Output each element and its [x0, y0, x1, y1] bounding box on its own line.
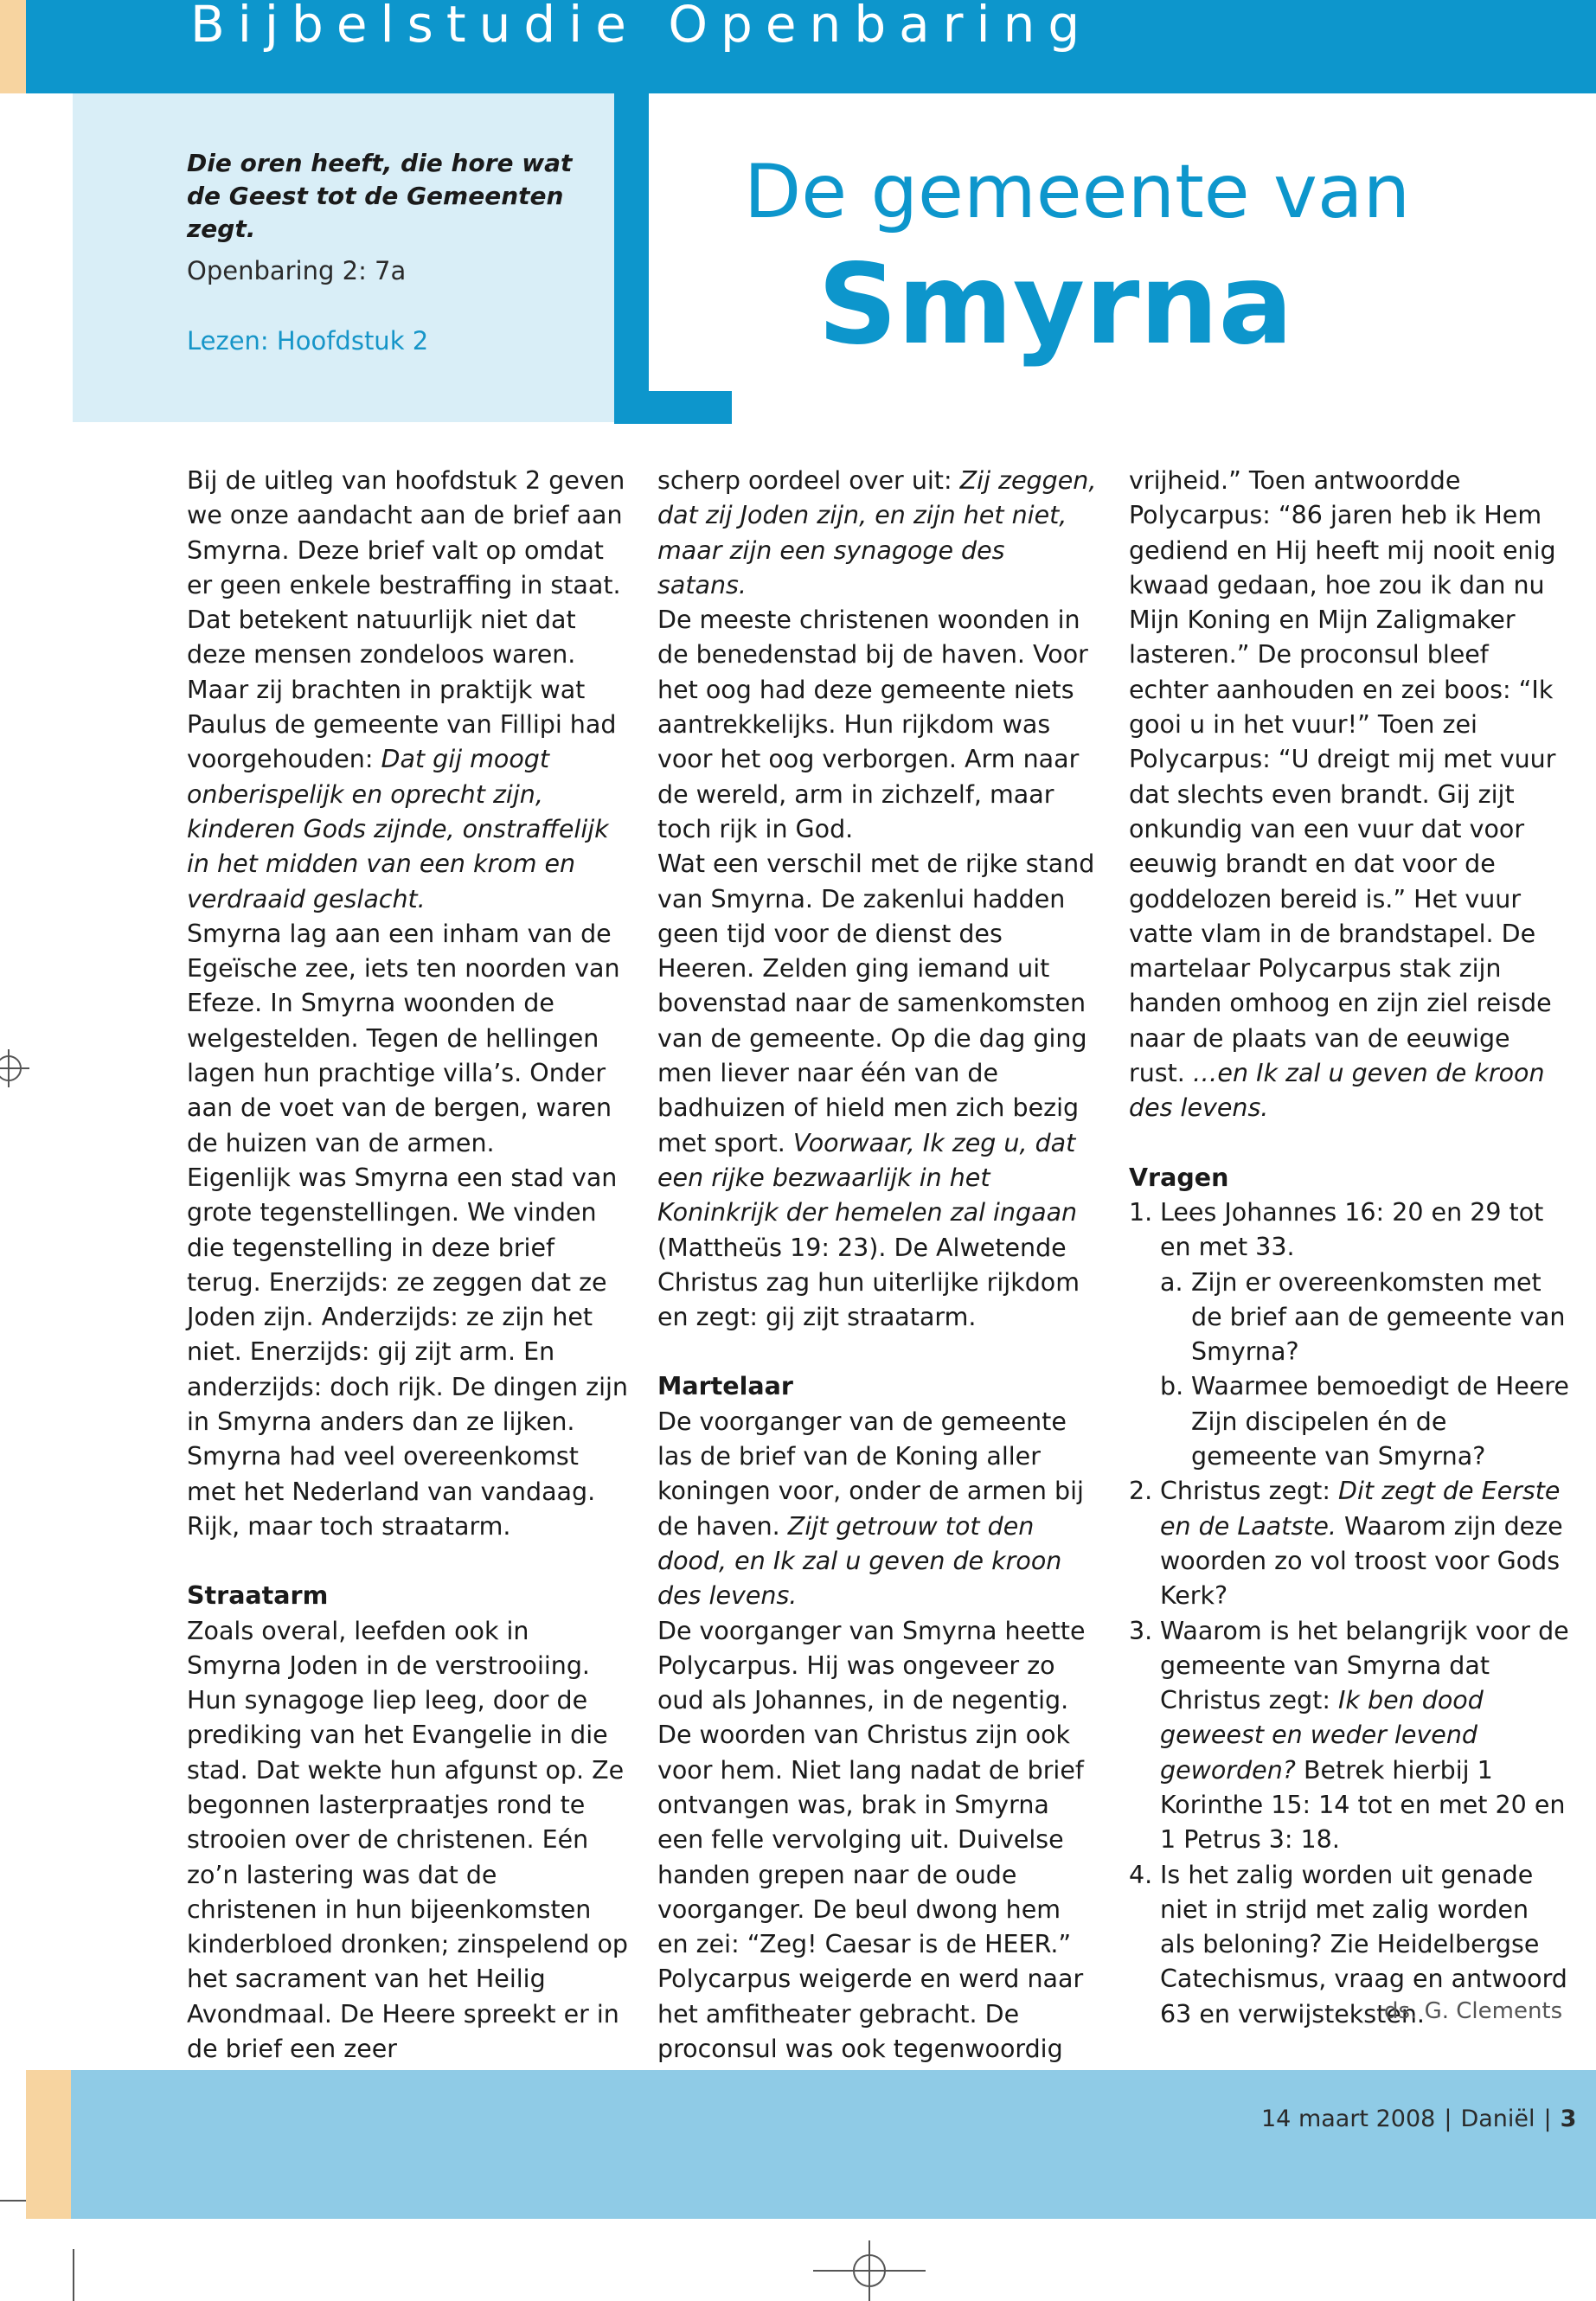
scripture-quote: Dat gij moogt onberispelijk en oprecht zijn, kinderen Gods zijnde, onstraffelijk in het midden van een krom en verdraaid geslacht.: [187, 745, 609, 913]
column-3: [1129, 464, 1570, 2032]
bottom-footer-band: [26, 2070, 1596, 2219]
section-heading-martelaar: Martelaar: [657, 1372, 793, 1401]
scripture-quote: …en Ik zal u geven de kroon des levens.: [1129, 1059, 1545, 1123]
scripture-quote: Dit zegt de Eerste en de Laatste.: [1160, 1477, 1561, 1541]
paragraph-text: Bij de uitleg van hoofdstuk 2 geven we onze aandacht aan de brief aan Smyrna. Deze brief valt op omdat er geen enkele bestraffing in staat. Dat betekent natuurlijk niet dat deze mensen zondeloos waren. Maar zij brachten in praktijk wat Paulus de gemeente van Fillipi had voorgehouden:: [187, 466, 625, 774]
intro-reference: Openbaring 2: 7a: [187, 256, 407, 285]
paragraph: [657, 1405, 1099, 1614]
sub-question-item: [1160, 1369, 1570, 1474]
scripture-quote: Zijt getrouw tot den dood, en Ik zal u geven de kroon des levens.: [657, 1511, 1062, 1611]
question-number: 4.: [1129, 1860, 1153, 1889]
paragraph-text: vrijheid.” Toen antwoordde Polycarpus: “86 jaren heb ik Hem gediend en Hij heeft mij nooit enig kwaad gedaan, hoe zou ik dan nu Mijn Koning en Mijn Zaligmaker lasteren.” De proconsul bleef echter aanhouden en zei boos: “Ik gooi u in het vuur!” Toen zei Polycarpus: “U dreigt mij met vuur dat slechts even brandt. Gij zijt onkundig van een vuur dat voor eeuwig brandt en dat voor de goddelozen bereid is.” Het vuur vatte vlam in de brandstapel. De martelaar Polycarpus stak zijn handen omhoog en zijn ziel reisde naar de plaats van de eeuwige rust.: [1129, 466, 1556, 1088]
page-number: 3: [1560, 2106, 1577, 2132]
author-signature: ds. G. Clements: [1384, 1998, 1563, 2024]
question-text: Waarom zijn deze woorden zo vol troost voor Gods Kerk?: [1160, 1511, 1563, 1611]
bottom-corner-tab: [26, 2070, 71, 2219]
question-number: 3.: [1129, 1616, 1153, 1645]
article-title-line2: Smyrna: [817, 240, 1293, 369]
question-text: Is het zalig worden uit genade niet in strijd met zalig worden als beloning? Zie Heidelbergse Catechismus, vraag en antwoord 63 en verwijsteksten.: [1160, 1860, 1567, 2029]
question-list: [1129, 1195, 1570, 2032]
paragraph-text: De voorganger van de gemeente las de brief van de Koning aller koningen voor, onder de armen bij de haven.: [657, 1407, 1084, 1541]
question-text: Waarom is het belangrijk voor de gemeente van Smyrna dat Christus zegt:: [1160, 1616, 1569, 1715]
paragraph: De voorganger van Smyrna heette Polycarpus. Hij was ongeveer zo oud als Johannes, in de negentig. De woorden van Christus zijn ook voor hem. Niet lang nadat de brief ontvangen was, brak in Smyrna een felle vervolging uit. Duivelse handen grepen naar de oude voorganger. De beul dwong hem en zei: “Zeg! Caesar is de HEER.” Polycarpus weigerde en werd naar het amfitheater gebracht. De proconsul was ook tegenwoordig: [657, 1616, 1086, 2064]
paragraph: [657, 464, 1099, 603]
paragraph-text: scherp oordeel over uit:: [657, 466, 960, 495]
sub-question-item: [1160, 1266, 1570, 1370]
paragraph: Smyrna had veel overeenkomst met het Nederland van vandaag. Rijk, maar toch straatarm.: [187, 1442, 596, 1541]
sub-question-list: [1160, 1266, 1570, 1475]
article-title-line1: De gemeente van: [744, 149, 1411, 235]
question-text: Lees Johannes 16: 20 en 29 tot en met 33.: [1160, 1197, 1544, 1262]
running-title: Bijbelstudie Openbaring: [190, 0, 1093, 54]
section-heading-straatarm: Straatarm: [187, 1581, 329, 1611]
paragraph-text: (Mattheüs 19: 23). De Alwetende Christus zag hun uiterlijke rijkdom en zegt: gij zijt straatarm.: [657, 1233, 1080, 1332]
question-item: [1129, 1195, 1570, 1474]
page-footer: [1261, 2106, 1576, 2132]
column-2: [657, 464, 1099, 2137]
top-corner-tab: [0, 0, 26, 93]
registration-mark-left-icon: [0, 1038, 35, 1099]
paragraph: Zoals overal, leefden ook in Smyrna Joden in de verstrooiing. Hun synagoge liep leeg, door de prediking van het Evangelie in die stad. Dat wekte hun afgunst op. Ze begonnen lasterpraatjes rond te strooien over de christenen. Eén zo’n lastering was dat de christenen in hun bijeenkomsten kinderbloed dronken; zinspelend op het sacrament van het Heilig Avondmaal. De Heere spreekt er in de brief een zeer: [187, 1616, 628, 2064]
footer-date: 14 maart 2008: [1261, 2106, 1436, 2132]
intro-quote: Die oren heeft, die hore wat de Geest tot de Gemeenten zegt.: [187, 149, 573, 243]
paragraph-text: Wat een verschil met de rijke stand van Smyrna. De zakenlui hadden geen tijd voor de dienst des Heeren. Zelden ging iemand uit bovenstad naar de samenkomsten van de gemeente. Op die dag ging men liever naar één van de badhuizen of hield men zich bezig met sport.: [657, 849, 1095, 1157]
column-1: [187, 464, 628, 2067]
scripture-quote: Ik ben dood geweest en weder levend geworden?: [1160, 1686, 1484, 1785]
question-item: [1129, 1614, 1570, 1858]
footer-separator: |: [1543, 2106, 1552, 2132]
intro-reading: Lezen: Hoofdstuk 2: [187, 326, 429, 356]
question-text: Christus zegt:: [1160, 1477, 1339, 1506]
question-number: 2.: [1129, 1477, 1153, 1506]
section-heading-vragen: Vragen: [1129, 1163, 1229, 1192]
sub-question-letter: a.: [1160, 1267, 1183, 1297]
sub-question-text: Waarmee bemoedigt de Heere Zijn discipelen én de gemeente van Smyrna?: [1191, 1372, 1569, 1471]
scripture-quote: Zij zeggen, dat zij Joden zijn, en zijn het niet, maar zijn een synagoge des satans.: [657, 466, 1097, 599]
paragraph: Smyrna lag aan een inham van de Egeïsche zee, iets ten noorden van Efeze. In Smyrna woonden de welgestelden. Tegen de hellingen lagen hun prachtige villa’s. Onder aan de voet van de bergen, waren de huizen van de armen.: [187, 919, 620, 1157]
question-text: Betrek hierbij 1 Korinthe 15: 14 tot en met 20 en 1 Petrus 3: 18.: [1160, 1755, 1566, 1855]
question-item: [1129, 1474, 1570, 1613]
title-bracket-vertical: [614, 93, 649, 424]
footer-magazine: Daniël: [1460, 2106, 1535, 2132]
registration-mark-bottom-icon: [804, 2240, 934, 2301]
crop-mark: [0, 2200, 26, 2202]
question-number: 1.: [1129, 1197, 1153, 1227]
paragraph: [1129, 464, 1570, 1126]
sub-question-letter: b.: [1160, 1372, 1184, 1401]
paragraph: Eigenlijk was Smyrna een stad van grote tegenstellingen. We vinden die tegenstelling in deze brief terug. Enerzijds: ze zeggen dat ze Joden zijn. Anderzijds: ze zijn het niet. Enerzijds: gij zijt arm. En anderzijds: doch rijk. De dingen zijn in Smyrna anders dan ze lijken.: [187, 1163, 628, 1437]
footer-separator: |: [1444, 2106, 1452, 2132]
paragraph: De meeste christenen woonden in de benedenstad bij de haven. Voor het oog had deze gemeente niets aantrekkelijks. Hun rijkdom was voor het oog verborgen. Arm naar de wereld, arm in zichzelf, maar toch rijk in God.: [657, 606, 1088, 843]
paragraph: [657, 847, 1099, 1335]
paragraph: [187, 464, 628, 917]
sub-question-text: Zijn er overeenkomsten met de brief aan de gemeente van Smyrna?: [1191, 1267, 1566, 1367]
scripture-quote: Voorwaar, Ik zeg u, dat een rijke bezwaarlijk in het Koninkrijk der hemelen zal ingaan: [657, 1128, 1078, 1227]
crop-mark: [73, 2249, 74, 2301]
title-bracket-horizontal: [614, 391, 732, 424]
